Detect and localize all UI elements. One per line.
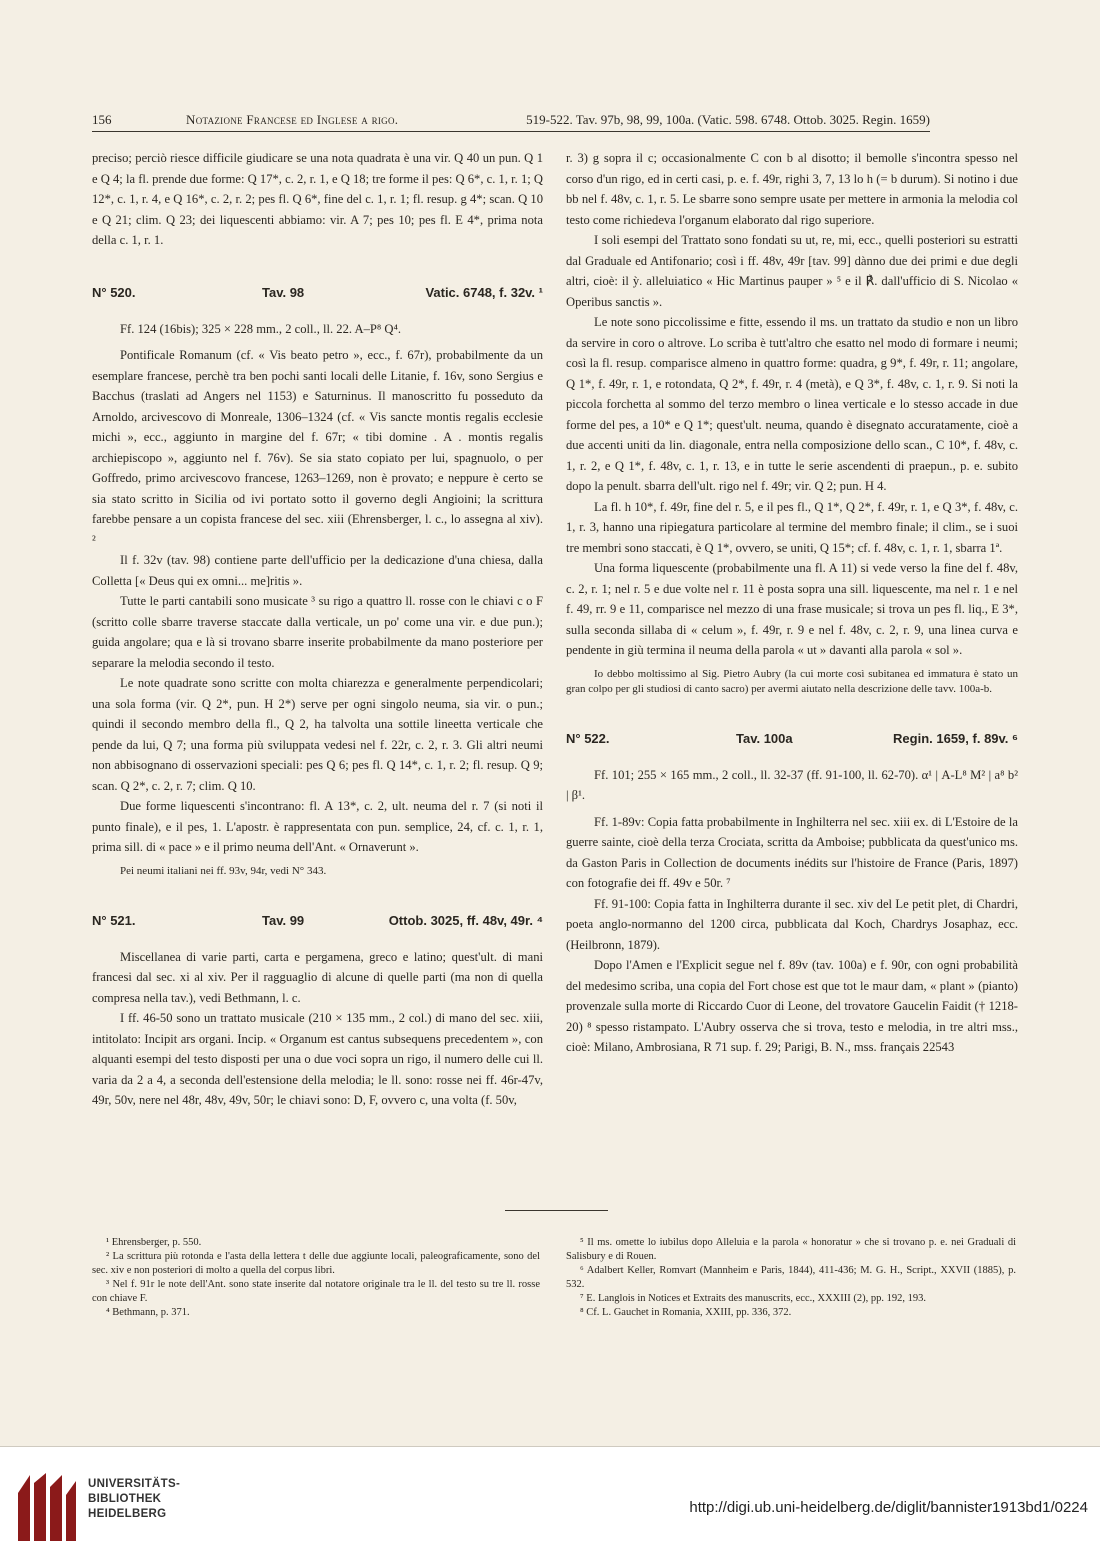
entry-number: N° 521. — [92, 912, 136, 928]
paragraph: Le note quadrate sono scritte con molta chiarezza e generalmente perpendicolari; una sola forma (vir. Q 2*, pun. H 2*) serve per ogni singolo neuma, sia vir. o pun.; quindi il secondo membro della fl., Q 2, ha talvolta una sottile lineetta verticale che pende da lui, Q 7; una forma più sviluppata vedesi nel f. 22r, c. 2, r. 3. Gli altri neumi non abbisognano di osservazioni speciali: pes Q 6; pes fl. Q 14*, c. 1, r. 2; fl. resup. Q 9; scan. Q 2*, c. 2, r. 7; clim. Q 10. — [92, 676, 543, 793]
entry-meta: Ff. 101; 255 × 165 mm., 2 coll., ll. 32-37 (ff. 91-100, ll. 62-70). α¹ | A-L⁸ M² | a⁸ b² | β¹. — [566, 767, 1018, 802]
footnote-divider — [505, 1210, 608, 1211]
paragraph: Il f. 32v (tav. 98) contiene parte dell'ufficio per la dedicazione d'una chiesa, dalla Colletta [« Deus qui ex omni... me]ritis ». — [92, 553, 543, 588]
entry-plate: Tav. 99 — [262, 912, 305, 928]
paragraph: Una forma liquescente (probabilmente una fl. A 11) si vede verso la fine del f. 48v, c. 2, r. 1; nel r. 5 e due volte nel r. 11 è posta sopra una sill. liquescente, ma nel r. 1 e nel f. 49, rr. 9 e 11, comparisce nel mezzo di una frase musicale; si trova un pes fl. liq., E 3*, sulla seconda sillaba di « celum », f. 49r, r. 9 e nel f. 48v, c. 2, r. 9, una linea curva e pendente in giù termina il neuma della parola « ut » davanti alla parola « sol ». — [566, 561, 1018, 657]
paragraph: Miscellanea di varie parti, carta e pergamena, greco e latino; quest'ult. di mani francesi dal sec. xi al xiv. Per il ragguaglio di alcune di quelle parti (ma non di quella compresa nella tav.), vedi Bethmann, l. c. — [92, 949, 543, 1005]
footnotes-left — [92, 1236, 540, 1346]
footnote: ² La scrittura più rotonda e l'asta della lettera t delle due aggiunte locali, paleograficamente, sono del sec. xiv e non posteriori di molto a quella del corpus libri. — [92, 1251, 540, 1276]
university-seal-icon — [14, 1471, 78, 1543]
paragraph: Ff. 91-100: Copia fatta in Inghilterra durante il sec. xiv del Le petit plet, di Chardri, poeta anglo-normanno del 1200 circa, pubblicata dal Koch, Chardrys Josaphaz, ecc. (Heilbronn, 1879). — [566, 896, 1018, 952]
library-name-line: BIBLIOTHEK — [88, 1493, 162, 1505]
paragraph: Dopo l'Amen e l'Explicit segue nel f. 89v (tav. 100a) e f. 90r, con ogni probabilità del medesimo scriba, una copia del Fort chose est que tot le maur dam, « plant » (pianto) provenzale sulla morte di Riccardo Cuor di Leone, del trovatore Gaucelin Faidit († 1218-20) ⁸ spesso ristampato. L'Aubry osserva che si trova, testo e melodia, in tre altri mss., cioè: Milano, Ambrosiana, R 71 sup. f. 29; Parigi, B. N., mss. français 22543 — [566, 958, 1018, 1054]
paragraph: Le note sono piccolissime e fitte, essendo il ms. un trattato da studio e non un libro da servire in coro o altrove. Lo scriba è tutt'altro che esatto nel modo di formare i neumi; così la fl. resup. comparisce almeno in quattro forme: quadra, g 9*, f. 49r, r. 11; angolare, Q 1*, f. 49r, r. 1, e rotondata, Q 2*, f. 49r, r. 4 (metà), e Q 3*, f. 48v, c. 1, r. 9. Si noti la piccola forchetta al sommo del terzo membro o linea verticale e lo stesso accade in due forme del pes, a 10* e Q 1*; quest'ult. neuma, quando è disegnato accuratamente, cioè a due accenti uniti da lin. diagonale, entra nella composizione dello scan., C 10*, f. 48v, c. 1, r. 2, e Q 1*, f. 48v, c. 1, r. 13, e in tutte le serie ascendenti di praepun., p. e. subito dopo la penult. sbarra dell'ult. rigo nel f. 49r; vir. Q 2; pun. H 4. — [566, 315, 1018, 493]
entry-number: N° 520. — [92, 284, 136, 300]
entry-heading-520 — [92, 283, 543, 305]
entry-meta: Ff. 124 (16bis); 325 × 228 mm., 2 coll., ll. 22. A–P⁸ Q⁴. — [120, 321, 402, 336]
viewer-footer — [0, 1446, 1100, 1559]
paragraph: Pontificale Romanum (cf. « Vis beato petro », ecc., f. 67r), probabilmente da un esemplare francese, perchè tra ben pochi santi locali delle Litanie, f. 16v, sono Sergius e Bacchus (traslati ad Angers nel 1153) e Saturninus. Il manoscritto fu posseduto da Arnoldo, arcivescovo di Monreale, 1306–1324 (cf. « Vis sancte montis regalis ecclesie michi », ecc., aggiunto in margine del f. 67r; « tibi domine . A . montis regalis archiepiscopo », aggiunto nel f. 76v). Se sia stato copiato per lui, spagnuolo, o per Goffredo, primo arcivescovo francese, 1263–1269, non è provato; e neppure è certo se sia stato scritto in Sicilia od ivi portato sotto il governo degli Angioini; la scrittura farebbe pensare a un copista francese del sec. xiii (Ehrensberger, l. c., lo assegna al xiv). ² — [92, 348, 543, 547]
footnote: ¹ Ehrensberger, p. 550. — [106, 1237, 202, 1248]
running-head-references: 519-522. Tav. 97b, 98, 99, 100a. (Vatic. 598. 6748. Ottob. 3025. Regin. 1659) — [526, 112, 930, 127]
library-name-line: HEIDELBERG — [88, 1508, 167, 1520]
entry-manuscript: Regin. 1659, f. 89v. ⁶ — [893, 730, 1018, 746]
footnote: ⁵ Il ms. omette lo iubilus dopo Alleluia e la parola « honoratur » che si trovano p. e. nei Graduali di Salisbury e di Rouen. — [566, 1237, 1016, 1262]
footnote: ⁶ Adalbert Keller, Romvart (Mannheim e Paris, 1844), 411-436; M. G. H., Script., XXVII (1885), p. 532. — [566, 1265, 1016, 1290]
small-note: Io debbo moltissimo al Sig. Pietro Aubry (la cui morte così subitanea ed immatura è stato un gran colpo per gli studiosi di canto sacro) per avermi aiutato nella descrizione delle tavv. 100a-b. — [566, 667, 1018, 695]
library-name — [88, 1477, 180, 1522]
paragraph: Ff. 1-89v: Copia fatta probabilmente in Inghilterra nel sec. xiii ex. di L'Estoire de la guerre sainte, cioè della terza Crociata, scritta da Amboise; pubblicata da quest'unico ms. da Gaston Paris in Collection de documents inédits sur l'histoire de France (Paris, 1897) con fotografie dei ff. 49v e 50r. ⁷ — [566, 814, 1018, 890]
small-note: Pei neumi italiani nei ff. 93v, 94r, vedi N° 343. — [120, 864, 327, 877]
paragraph: I ff. 46-50 sono un trattato musicale (210 × 135 mm., 2 col.) di mano del sec. xiii, intitolato: Incipit ars organi. Incip. « Organum est cantus subsequens precedentem », con alquanti esempi del testo disposti per una o due voci sopra un rigo, il numero delle cui ll. varia da 2 a 4, a seconda dell'estensione della melodia; le ll. sono: rosse nei ff. 46r-47v, 49r, 50v, nere nel 48r, 48v, 49v, 50r; le chiavi sono: D, F, ovvero c, una volta (f. 50v, — [92, 1011, 543, 1107]
left-column — [92, 148, 543, 1188]
paragraph: preciso; perciò riesce difficile giudicare se una nota quadrata è una vir. Q 40 un pun. Q 1 e Q 4; la fl. prende due forme: Q 17*, c. 2, r. 1, e Q 18; tre forme il pes: Q 6*, c. 1, r. 1; Q 12*, c. 1, r. 4, e Q 16*, c. 2, r. 2; pes fl. Q 6*, fine del c. 1, r. 1; fl. resup. g 4*; scan. Q 10 e Q 21; clim. Q 23; dei liquescenti abbiamo: vir. A 7; pes 10; pes fl. E 4*, prima nota della c. 1, r. 1. — [92, 151, 543, 247]
paragraph: Due forme liquescenti s'incontrano: fl. A 13*, c. 2, ult. neuma del r. 7 (si noti il punto finale), e il pes, 1. L'apostr. è rappresentata con pun. semplice, 24, cf. c. 1, r. 1, prima sill. di « pace » e il primo neuma dell'Ant. « Ornaverunt ». — [92, 799, 543, 854]
library-name-line: UNIVERSITÄTS- — [88, 1478, 181, 1490]
paragraph: I soli esempi del Trattato sono fondati su ut, re, mi, ecc., quelli posteriori su estratti dal Graduale ed Antifonario; così i ff. 48v, 49r [tav. 99] dànno due dei primi e due degli altri, cioè: il ỳ. alleluiatico « Hic Martinus pauper » ⁵ e il ℟. dall'ufficio di S. Nicolao « Operibus sanctis ». — [566, 233, 1018, 309]
paragraph: Tutte le parti cantabili sono musicate ³ su rigo a quattro ll. rosse con le chiavi c o F (scritto colle sbarre traverse staccate dalla verticale, un po' come una vir. e due pun.); guida angolare; qua e là si trovano sbarre inserite probabilmente da mano posteriore per separare la melodia secondo il testo. — [92, 594, 543, 670]
page-number: 156 — [92, 112, 112, 127]
entry-number: N° 522. — [566, 730, 610, 746]
entry-plate: Tav. 98 — [262, 284, 305, 300]
running-head — [92, 110, 930, 132]
entry-plate: Tav. 100a — [736, 730, 793, 746]
footnote: ⁷ E. Langlois in Notices et Extraits des manuscrits, ecc., XXXIII (2), pp. 192, 193. — [580, 1293, 926, 1304]
entry-manuscript: Ottob. 3025, ff. 48v, 49r. ⁴ — [388, 912, 543, 928]
right-column — [566, 148, 1018, 1188]
footnote: ⁴ Bethmann, p. 371. — [106, 1307, 190, 1318]
entry-manuscript: Vatic. 6748, f. 32v. ¹ — [425, 284, 543, 300]
entry-heading-522 — [566, 729, 1018, 751]
paragraph: La fl. h 10*, f. 49r, fine del r. 5, e il pes fl., Q 1*, Q 2*, f. 49r, r. 1, e Q 3*, f. 48v, c. 1, r. 3, hanno una ripiegatura particolare al termine del membro finale; il clim., se i suoi tre membri sono staccati, è Q 1*, ovvero, se uniti, Q 15*; cf. f. 48v, c. 1, r. 1, sbarra 1ª. — [566, 499, 1018, 555]
permalink-url[interactable]: http://digi.ub.uni-heidelberg.de/diglit/bannister1913bd1/0224 — [689, 1499, 1088, 1516]
paragraph: r. 3) g sopra il c; occasionalmente C con b al disotto; il bemolle s'incontra spesso nel corso d'un rigo, ed in certi casi, p. e. f. 49r, righi 3, 7, 13 lo h (= b durum). Si notino i due bb nel f. 48v, c. 1, r. 5. Le sbarre sono sempre usate per mettere in armonia la melodia col testo come richiedeva l'organum elaborato dal rigo superiore. — [566, 151, 1018, 227]
entry-heading-521 — [92, 911, 543, 933]
footnote: ⁸ Cf. L. Gauchet in Romania, XXIII, pp. 336, 372. — [580, 1307, 792, 1318]
running-head-title: Notazione Francese ed Inglese a rigo. — [186, 112, 399, 127]
footnotes-right — [566, 1236, 1016, 1346]
footnote: ³ Nel f. 91r le note dell'Ant. sono state inserite dal notatore originale tra le ll. del testo su tre ll. rosse con chiave F. — [92, 1279, 540, 1304]
